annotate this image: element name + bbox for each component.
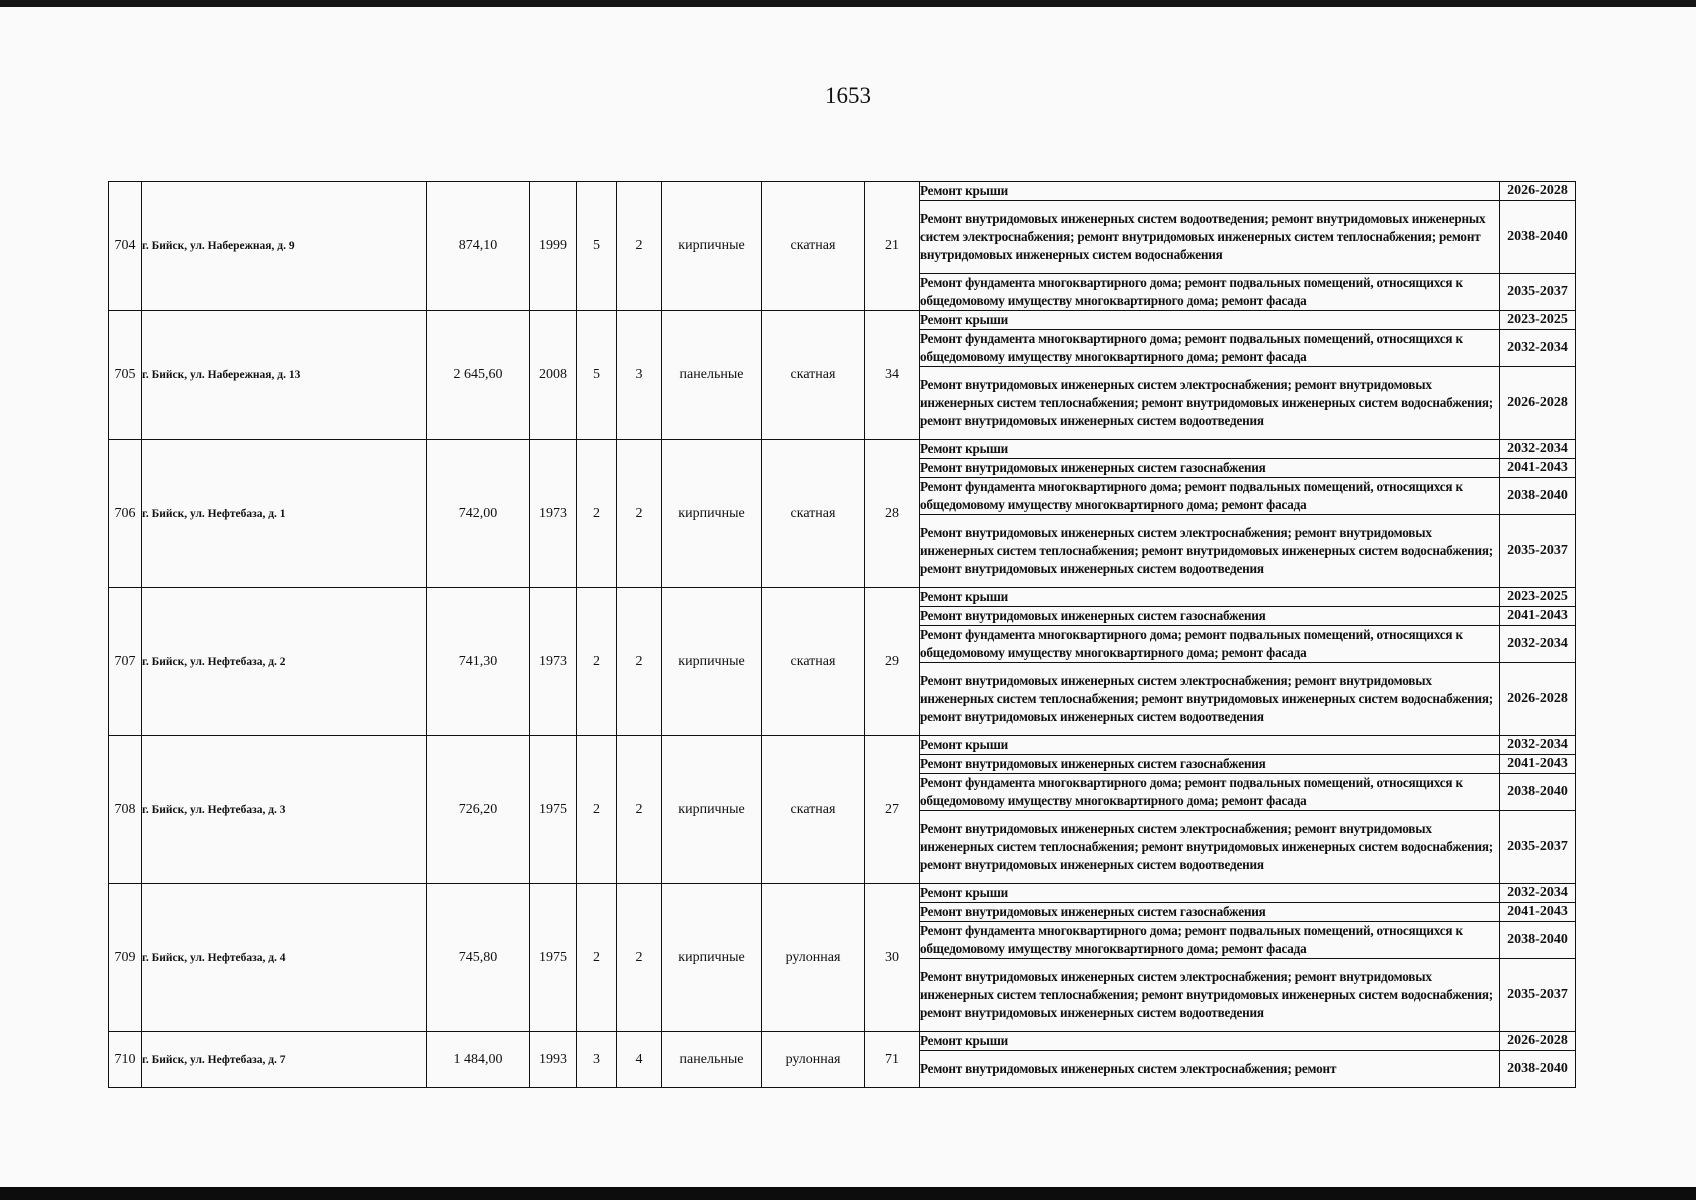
resident-count: 28 (865, 440, 920, 588)
work-period: 2026-2028 (1500, 367, 1576, 440)
build-year: 1973 (530, 588, 577, 736)
work-period: 2041-2043 (1500, 607, 1576, 626)
house-number: 706 (109, 440, 142, 588)
work-description: Ремонт крыши (920, 884, 1500, 903)
wall-material: панельные (662, 1032, 762, 1088)
roof-type: скатная (762, 736, 865, 884)
house-number: 710 (109, 1032, 142, 1088)
table-row (109, 588, 1576, 607)
build-year: 2008 (530, 311, 577, 440)
roof-type: скатная (762, 440, 865, 588)
roof-type: рулонная (762, 1032, 865, 1088)
floor-count: 2 (577, 440, 617, 588)
house-address: г. Бийск, ул. Нефтебаза, д. 7 (142, 1032, 427, 1088)
wall-material: кирпичные (662, 588, 762, 736)
table-row (109, 311, 1576, 330)
table-row (109, 736, 1576, 755)
work-description: Ремонт внутридомовых инженерных систем электроснабжения; ремонт (920, 1051, 1500, 1088)
entrance-count: 4 (617, 1032, 662, 1088)
work-period: 2032-2034 (1500, 626, 1576, 663)
work-period: 2032-2034 (1500, 440, 1576, 459)
work-description: Ремонт внутридомовых инженерных систем газоснабжения (920, 755, 1500, 774)
wall-material: кирпичные (662, 736, 762, 884)
entrance-count: 2 (617, 884, 662, 1032)
work-period: 2026-2028 (1500, 663, 1576, 736)
work-description: Ремонт внутридомовых инженерных систем газоснабжения (920, 903, 1500, 922)
work-description: Ремонт фундамента многоквартирного дома; ремонт подвальных помещений, относящихся к общедомовому имуществу многоквартирного дома; ремонт фасада (920, 478, 1500, 515)
roof-type: скатная (762, 311, 865, 440)
work-period: 2041-2043 (1500, 755, 1576, 774)
work-period: 2035-2037 (1500, 959, 1576, 1032)
work-description: Ремонт внутридомовых инженерных систем электроснабжения; ремонт внутридомовых инженерных систем теплоснабжения; ремонт внутридомовых инженерных систем водоснабжения; ремонт внутридомовых инженерных систем водоотведения (920, 515, 1500, 588)
entrance-count: 2 (617, 736, 662, 884)
roof-type: скатная (762, 182, 865, 311)
work-description: Ремонт внутридомовых инженерных систем водоотведения; ремонт внутридомовых инженерных систем электроснабжения; ремонт внутридомовых инженерных систем теплоснабжения; ремонт внутридомовых инженерных систем водоснабжения (920, 201, 1500, 274)
work-period: 2038-2040 (1500, 201, 1576, 274)
house-address: г. Бийск, ул. Набережная, д. 9 (142, 182, 427, 311)
wall-material: кирпичные (662, 440, 762, 588)
entrance-count: 3 (617, 311, 662, 440)
build-year: 1999 (530, 182, 577, 311)
house-address: г. Бийск, ул. Нефтебаза, д. 4 (142, 884, 427, 1032)
resident-count: 34 (865, 311, 920, 440)
work-description: Ремонт фундамента многоквартирного дома; ремонт подвальных помещений, относящихся к общедомовому имуществу многоквартирного дома; ремонт фасада (920, 774, 1500, 811)
resident-count: 71 (865, 1032, 920, 1088)
work-period: 2032-2034 (1500, 330, 1576, 367)
work-description: Ремонт крыши (920, 311, 1500, 330)
build-year: 1993 (530, 1032, 577, 1088)
work-period: 2023-2025 (1500, 588, 1576, 607)
house-number: 705 (109, 311, 142, 440)
work-description: Ремонт внутридомовых инженерных систем электроснабжения; ремонт внутридомовых инженерных систем теплоснабжения; ремонт внутридомовых инженерных систем водоснабжения; ремонт внутридомовых инженерных систем водоотведения (920, 811, 1500, 884)
house-number: 709 (109, 884, 142, 1032)
work-period: 2032-2034 (1500, 884, 1576, 903)
work-period: 2038-2040 (1500, 1051, 1576, 1088)
work-period: 2035-2037 (1500, 274, 1576, 311)
resident-count: 27 (865, 736, 920, 884)
total-area: 874,10 (427, 182, 530, 311)
work-period: 2041-2043 (1500, 459, 1576, 478)
work-description: Ремонт внутридомовых инженерных систем электроснабжения; ремонт внутридомовых инженерных систем теплоснабжения; ремонт внутридомовых инженерных систем водоснабжения; ремонт внутридомовых инженерных систем водоотведения (920, 959, 1500, 1032)
floor-count: 2 (577, 736, 617, 884)
house-address: г. Бийск, ул. Нефтебаза, д. 2 (142, 588, 427, 736)
page-number: 1653 (825, 83, 871, 108)
work-period: 2038-2040 (1500, 478, 1576, 515)
house-number: 708 (109, 736, 142, 884)
work-period: 2041-2043 (1500, 903, 1576, 922)
total-area: 741,30 (427, 588, 530, 736)
total-area: 742,00 (427, 440, 530, 588)
scan-top-edge (0, 0, 1696, 7)
wall-material: панельные (662, 311, 762, 440)
work-description: Ремонт фундамента многоквартирного дома; ремонт подвальных помещений, относящихся к общедомовому имуществу многоквартирного дома; ремонт фасада (920, 274, 1500, 311)
house-number: 707 (109, 588, 142, 736)
build-year: 1973 (530, 440, 577, 588)
entrance-count: 2 (617, 182, 662, 311)
table-row (109, 182, 1576, 201)
housing-repair-table (108, 181, 1576, 1088)
wall-material: кирпичные (662, 884, 762, 1032)
work-description: Ремонт крыши (920, 736, 1500, 755)
work-description: Ремонт фундамента многоквартирного дома; ремонт подвальных помещений, относящихся к общедомовому имуществу многоквартирного дома; ремонт фасада (920, 330, 1500, 367)
work-description: Ремонт внутридомовых инженерных систем электроснабжения; ремонт внутридомовых инженерных систем теплоснабжения; ремонт внутридомовых инженерных систем водоснабжения; ремонт внутридомовых инженерных систем водоотведения (920, 663, 1500, 736)
build-year: 1975 (530, 884, 577, 1032)
scan-bottom-edge (0, 1187, 1696, 1200)
work-description: Ремонт фундамента многоквартирного дома; ремонт подвальных помещений, относящихся к общедомовому имуществу многоквартирного дома; ремонт фасада (920, 922, 1500, 959)
table-row (109, 440, 1576, 459)
total-area: 745,80 (427, 884, 530, 1032)
work-period: 2032-2034 (1500, 736, 1576, 755)
entrance-count: 2 (617, 440, 662, 588)
floor-count: 3 (577, 1032, 617, 1088)
total-area: 2 645,60 (427, 311, 530, 440)
house-address: г. Бийск, ул. Набережная, д. 13 (142, 311, 427, 440)
work-description: Ремонт внутридомовых инженерных систем газоснабжения (920, 459, 1500, 478)
work-period: 2035-2037 (1500, 811, 1576, 884)
work-period: 2038-2040 (1500, 922, 1576, 959)
roof-type: рулонная (762, 884, 865, 1032)
resident-count: 21 (865, 182, 920, 311)
work-period: 2035-2037 (1500, 515, 1576, 588)
work-description: Ремонт фундамента многоквартирного дома; ремонт подвальных помещений, относящихся к общедомовому имуществу многоквартирного дома; ремонт фасада (920, 626, 1500, 663)
work-period: 2026-2028 (1500, 182, 1576, 201)
total-area: 1 484,00 (427, 1032, 530, 1088)
work-description: Ремонт внутридомовых инженерных систем газоснабжения (920, 607, 1500, 626)
work-description: Ремонт крыши (920, 1032, 1500, 1051)
work-description: Ремонт крыши (920, 440, 1500, 459)
work-period: 2038-2040 (1500, 774, 1576, 811)
work-description: Ремонт крыши (920, 182, 1500, 201)
floor-count: 5 (577, 182, 617, 311)
roof-type: скатная (762, 588, 865, 736)
work-description: Ремонт крыши (920, 588, 1500, 607)
table-row (109, 884, 1576, 903)
floor-count: 5 (577, 311, 617, 440)
house-address: г. Бийск, ул. Нефтебаза, д. 3 (142, 736, 427, 884)
work-description: Ремонт внутридомовых инженерных систем электроснабжения; ремонт внутридомовых инженерных систем теплоснабжения; ремонт внутридомовых инженерных систем водоснабжения; ремонт внутридомовых инженерных систем водоотведения (920, 367, 1500, 440)
work-period: 2023-2025 (1500, 311, 1576, 330)
total-area: 726,20 (427, 736, 530, 884)
floor-count: 2 (577, 884, 617, 1032)
house-number: 704 (109, 182, 142, 311)
work-period: 2026-2028 (1500, 1032, 1576, 1051)
house-address: г. Бийск, ул. Нефтебаза, д. 1 (142, 440, 427, 588)
build-year: 1975 (530, 736, 577, 884)
resident-count: 29 (865, 588, 920, 736)
table-row (109, 1032, 1576, 1051)
entrance-count: 2 (617, 588, 662, 736)
floor-count: 2 (577, 588, 617, 736)
wall-material: кирпичные (662, 182, 762, 311)
resident-count: 30 (865, 884, 920, 1032)
